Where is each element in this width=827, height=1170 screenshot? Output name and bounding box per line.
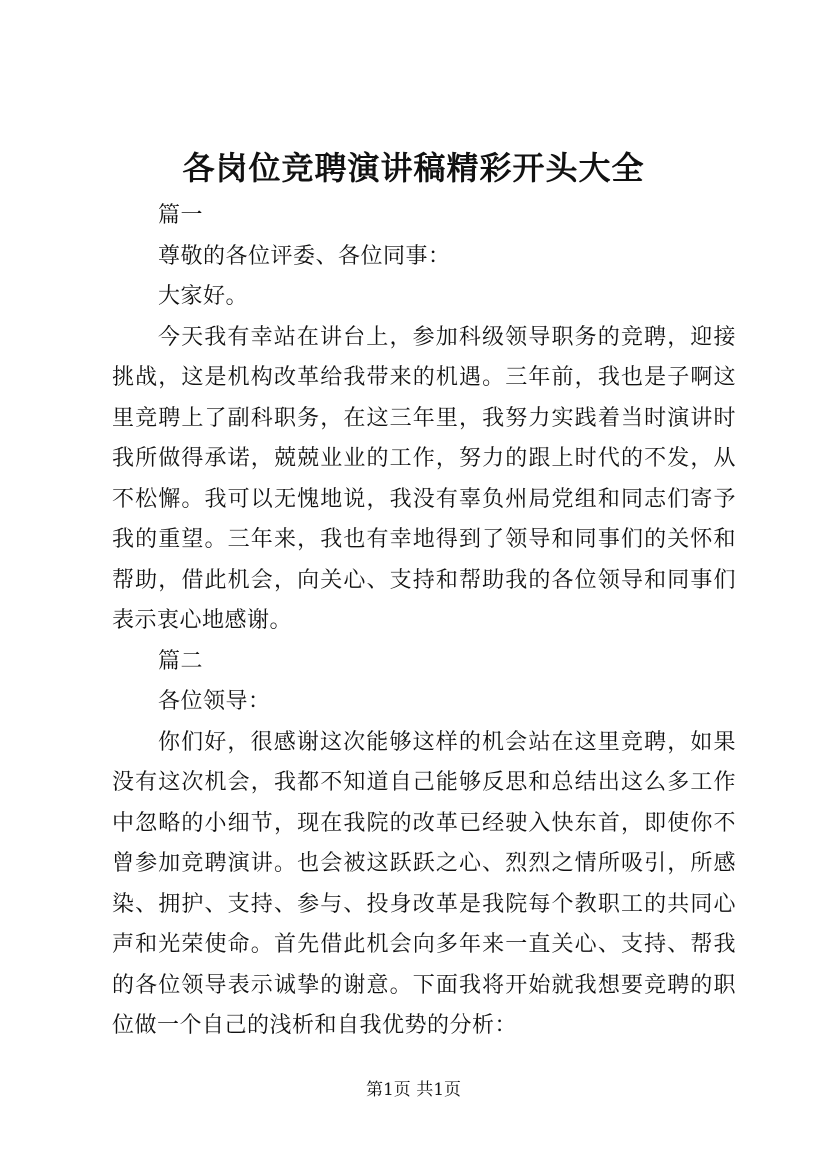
greeting-1: 大家好。	[158, 284, 249, 309]
document-title: 各岗位竞聘演讲稿精彩开头大全	[182, 149, 645, 187]
section-heading-2: 篇二	[158, 648, 204, 674]
salutation-2: 各位领导：	[158, 689, 271, 714]
body-paragraph-1: 今天我有幸站在讲台上，参加科级领导职务的竞聘，迎接挑战，这是机构改革给我带来的机遇。三年前，我也是子啊这里竞聘上了副科职务，在这三年里，我努力实践着当时演讲时我所做得承诺，兢兢业业的工作，努力的跟上时代的不发，从不松懈。我可以无愧地说，我没有辜负州局党组和同志们寄予我的重望。三年来，我也有幸地得到了领导和同事们的关怀和帮助，借此机会，向关心、支持和帮助我的各位领导和同事们表示衷心地感谢。	[112, 324, 736, 633]
body-paragraph-2: 你们好，很感谢这次能够这样的机会站在这里竞聘，如果没有这次机会，我都不知道自己能够反思和总结出这么多工作中忽略的小细节，现在我院的改革已经驶入快东首，即使你不曾参加竞聘演讲。也会被这跃跃之心、烈烈之情所吸引，所感染、拥护、支持、参与、投身改革是我院每个教职工的共同心声和光荣使命。首先借此机会向多年来一直关心、支持、帮我的各位领导表示诚挚的谢意。下面我将开始就我想要竞聘的职位做一个自己的浅析和自我优势的分析：	[112, 729, 736, 1038]
section-heading-1: 篇一	[158, 203, 204, 228]
page-footer: 第1页 共1页	[365, 1080, 462, 1100]
salutation-1: 尊敬的各位评委、各位同事：	[158, 243, 451, 269]
document-body	[112, 196, 736, 1047]
